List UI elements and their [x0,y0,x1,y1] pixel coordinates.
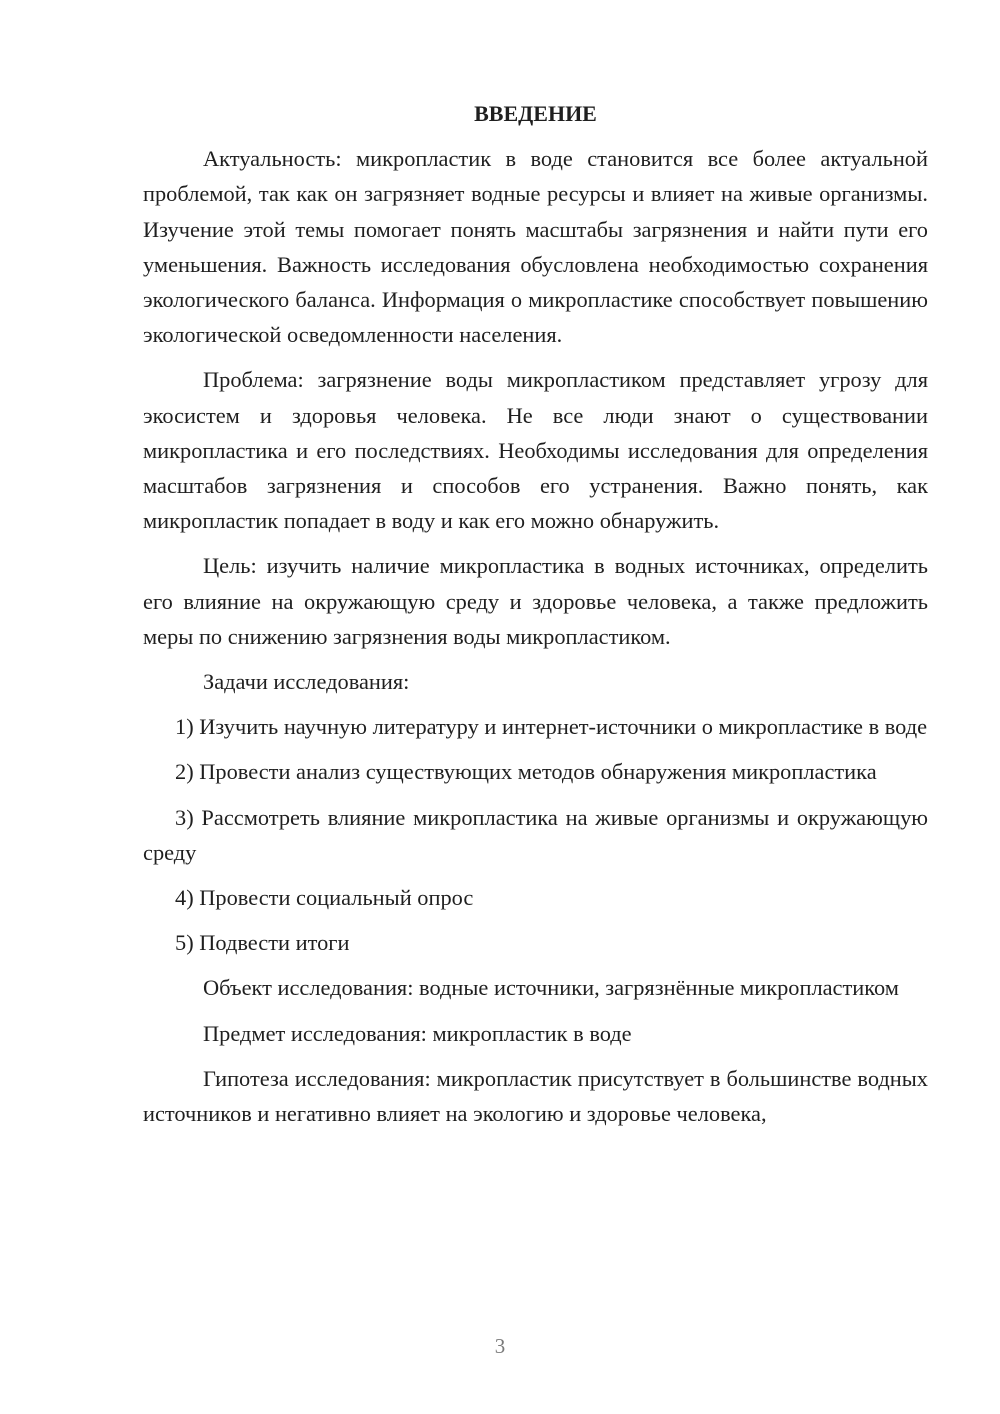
section-title: ВВЕДЕНИЕ [474,101,597,126]
page-content [143,96,928,1131]
task-item-5: 5) Подвести итоги [175,930,350,956]
hypothesis-paragraph: Гипотеза исследования: микропластик присутствует в большинстве водных источников и негативно влияет на экологию и здоровье человека, [143,1065,928,1127]
goal-paragraph: Цель: изучить наличие микропластика в водных источниках, определить его влияние на окружающую среду и здоровье человека, а также предложить меры по снижению загрязнения воды микропластиком. [143,553,928,649]
tasks-heading: Задачи исследования: [203,669,410,695]
research-subject-paragraph: Предмет исследования: микропластик в воде [203,1020,632,1046]
research-object-paragraph: Объект исследования: водные источники, загрязнённые микропластиком [203,975,899,1001]
page-number: 3 [494,1334,506,1358]
problem-paragraph: Проблема: загрязнение воды микропластиком представляет угрозу для экосистем и здоровья человека. Не все люди знают о существовании микропластика и его последствиях. Необходимы исследования для определения масштабов загрязнения и способов его устранения. Важно понять, как микропластик попадает в воду и как его можно обнаружить. [143,367,928,534]
task-item-2: 2) Провести анализ существующих методов обнаружения микропластика [175,759,877,785]
task-item-1: 1) Изучить научную литературу и интернет-источники о микропластике в воде [175,714,928,740]
task-item-4: 4) Провести социальный опрос [175,885,474,911]
relevance-paragraph: Актуальность: микропластик в воде становится все более актуальной проблемой, так как он загрязняет водные ресурсы и влияет на живые организмы. Изучение этой темы помогает понять масштабы загрязнения и найти пути его уменьшения. Важность исследования обусловлена необходимостью сохранения экологического баланса. Информация о микропластике способствует повышению экологической осведомленности населения. [143,146,928,348]
task-item-3: 3) Рассмотреть влияние микропластика на живые организмы и окружающую среду [143,804,928,865]
